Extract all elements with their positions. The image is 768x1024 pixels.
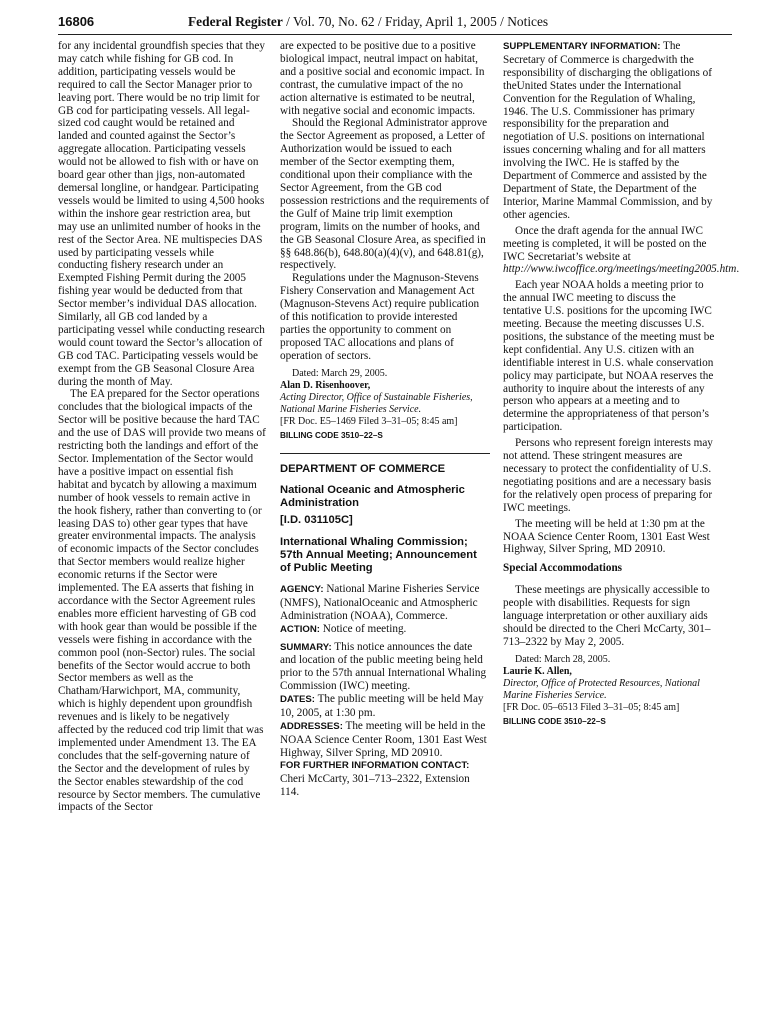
paragraph [503, 224, 740, 277]
journal-name: Federal Register [188, 14, 283, 29]
notice-title: International Whaling Commission; 57th Annual Meeting; Announcement of Public Meeting [280, 536, 477, 574]
paragraph: The meeting will be held at 1:30 pm at the NOAA Science Center Room, 1301 East West Highway, Silver Spring, MD 20910. [503, 517, 710, 556]
paragraph-text: Once the draft agenda for the annual IWC meeting is completed, it will be posted on the IWC Secretariat’s website at [503, 224, 707, 263]
field-text: National Marine Fisheries Service (NMFS), NationalOceanic and Atmospheric Administration (NOAA), Commerce. [280, 582, 480, 622]
field-label: ACTION: [280, 623, 320, 635]
field-label: SUPPLEMENTARY INFORMATION: [503, 41, 661, 52]
field-text: Notice of meeting. [319, 622, 407, 635]
dated-line: Dated: March 29, 2005. [292, 367, 388, 379]
field-label: AGENCY: [280, 583, 324, 595]
page-number: 16806 [58, 14, 95, 29]
department-heading: DEPARTMENT OF COMMERCE [280, 462, 446, 475]
supplementary-field [503, 40, 715, 222]
summary-field [280, 641, 490, 694]
paragraph: The EA prepared for the Sector operations concludes that the biological impacts of the Sector will be positive because the hard TAC and the use of DAS will provide two means of restricting both the landings and effort of the Sector. Implementation of the Sector would have a positive impact on essential fish habitat and bycatch by allowing a maximum number of hook vessels to remain active in the hook fishery, rather than converting to (or leasing DAS to) other gear types that have greater environmental impacts. The analysis of economic impacts of the Sector concludes that Sector members would realize higher economic returns if the Sector were implemented. The EA asserts that fishing in accordance with the Sector Agreement rules enables more efficient harvesting of GB cod with hook gear than would be possible if the vessels were fishing in accordance with the common pool (non-Sector) rules. The social benefits of the Sector would accrue to both Sector members as well as the Chatham/Harwichport, MA, community, which is highly dependent upon groundfish revenues and is likely to be negatively affected by the reduced cod trip limit that was implemented under Amendment 13. The EA concludes that the self-governing nature of the Sector and the development of rules by the Sector enables stewardship of the cod resource by Sector members. The cumulative impacts of the Sector [58, 388, 266, 814]
billing-code: BILLING CODE 3510–22–S [280, 430, 383, 440]
signer-name: Laurie K. Allen, [503, 665, 572, 677]
field-text: The meeting will be held in the NOAA Science Center Room, 1301 East West Highway, Silver Spring, MD 20910. [280, 719, 487, 759]
billing-code: BILLING CODE 3510–22–S [503, 716, 606, 726]
field-text: The public meeting will be held May 10, 2005, at 1:30 pm. [280, 693, 484, 720]
column-1 [58, 40, 266, 814]
signer-name: Alan D. Risenhoover, [280, 379, 371, 391]
column-3 [503, 40, 740, 729]
column-2 [280, 40, 490, 798]
paragraph: Persons who represent foreign interests may not attend. These stringent measures are necessary to protect the confidentiality of U.S. negotiating positions and are a necessary basis for the relatively open process of preparing for IWC meetings. [503, 437, 713, 514]
addresses-field [280, 720, 490, 760]
contact-text: Cheri McCarty, 301–713–2322, Extension 114. [280, 772, 470, 798]
fr-doc-line: [FR Doc. 05–6513 Filed 3–31–05; 8:45 am] [503, 701, 680, 713]
field-label: DATES: [280, 694, 315, 706]
signer-title: Acting Director, Office of Sustainable Fisheries, National Marine Fisheries Service. [280, 391, 473, 415]
dates-field [280, 693, 490, 720]
page-header [58, 12, 732, 35]
running-head [188, 14, 548, 30]
section-heading: Special Accommodations [503, 562, 623, 575]
paragraph: Should the Regional Administrator approve the Sector Agreement as proposed, a Letter of Authorization would be issued to each member of the Sector exempting them, conditional upon their compliance with the Sector Agreement, from the GB cod possession restrictions and the requirements of the Gulf of Maine trip limit exemption program, limits on the number of hooks, and the GB Seasonal Closure Area, as specified in §§ 648.86(b), 648.80(a)(4)(v), and 648.81(g), respectively. [280, 117, 490, 272]
contact-label: FOR FURTHER INFORMATION CONTACT: [280, 759, 470, 771]
section-divider [280, 453, 490, 454]
issue-details: / Vol. 70, No. 62 / Friday, April 1, 2005 / Notices [282, 14, 549, 29]
paragraph: are expected to be positive due to a positive biological impact, neutral impact on habitat, and a positive social and economic impact. In contrast, the cumulative impact of the no action alternative is estimated to be neutral, with negative social and economic impacts. [280, 40, 485, 117]
docket-id: [I.D. 031105C] [280, 514, 353, 527]
field-label: ADDRESSES: [280, 720, 343, 732]
paragraph: These meetings are physically accessible to people with disabilities. Requests for sign language interpretation or other auxiliary aids should be directed to the Cheri McCarty, 301–713–2322 by May 2, 2005. [503, 584, 711, 648]
signer-title: Director, Office of Protected Resources, National Marine Fisheries Service. [503, 677, 700, 701]
field-label: SUMMARY: [280, 641, 332, 653]
fr-doc-line: [FR Doc. E5–1469 Filed 3–31–05; 8:45 am] [280, 415, 458, 427]
paragraph-text: . [736, 263, 740, 276]
agency-heading: National Oceanic and Atmospheric Administration [280, 484, 465, 510]
paragraph: Each year NOAA holds a meeting prior to the annual IWC meeting to discuss the tentative U.S. positions for the upcoming IWC meeting. Because the meeting discusses U.S. positions, the substance of the meeting must be kept confidential. Any U.S. citizen with an identifiable interest in U.S. whale conservation policy may participate, but NOAA reserves the authority to inquire about the interests of any person who appears at a meeting and to determine the appropriateness of that person’s participation. [503, 279, 715, 434]
agency-field [280, 583, 490, 623]
field-text: This notice announces the date and location of the public meeting being held prior to the 57th annual International Whaling Commission (IWC) meeting. [280, 640, 487, 693]
paragraph: for any incidental groundfish species that they may catch while fishing for GB cod. In addition, participating vessels would be required to call the Sector Manager prior to leaving port. There would be no trip limit for GB cod for participating vessels. All legal-sized cod caught would be retained and landed and counted against the Sector’s aggregate allocation. Participating vessels would not be allowed to fish with or have on board gear other than jigs, non-automated demersal longline, or handgear. Participating vessels would be limited to using 4,500 hooks within the inshore gear restriction area, but may use an unlimited number of hooks in the rest of the Sector Area. NE multispecies DAS used by participating vessels while conducting fishery research under an Exempted Fishing Permit during the 2005 fishing year would be deducted from that Sector member’s individual DAS allocation. Similarly, all GB cod landed by a participating vessel while conducting research would count toward the Sector’s allocation of GB cod TAC. Participating vessels would be exempt from the GB Seasonal Closure Area during the month of May. [58, 40, 265, 388]
dated-line: Dated: March 28, 2005. [515, 653, 611, 665]
action-field [280, 623, 490, 637]
website-link[interactable]: http://www.iwcoffice.org/meetings/meeting2005.htm [503, 263, 737, 276]
paragraph: Regulations under the Magnuson-Stevens Fishery Conservation and Management Act (Magnuson-Stevens Act) require publication of this notification to provide interested parties the opportunity to comment on proposed TAC allocations and plans of operation of sectors. [280, 272, 480, 362]
field-text: The Secretary of Commerce is chargedwith the responsibility of discharging the obligations of theUnited States under the International Convention for the Regulation of Whaling, 1946. The U.S. Commissioner has primary responsibility for the preparation and negotiation of U.S. positions on international issues concerning whaling and for all matters involving the IWC. He is staffed by the Department of Commerce and assisted by the Department of State, the Department of the Interior, Marine Mammal Commission, and by other agencies. [503, 40, 713, 221]
